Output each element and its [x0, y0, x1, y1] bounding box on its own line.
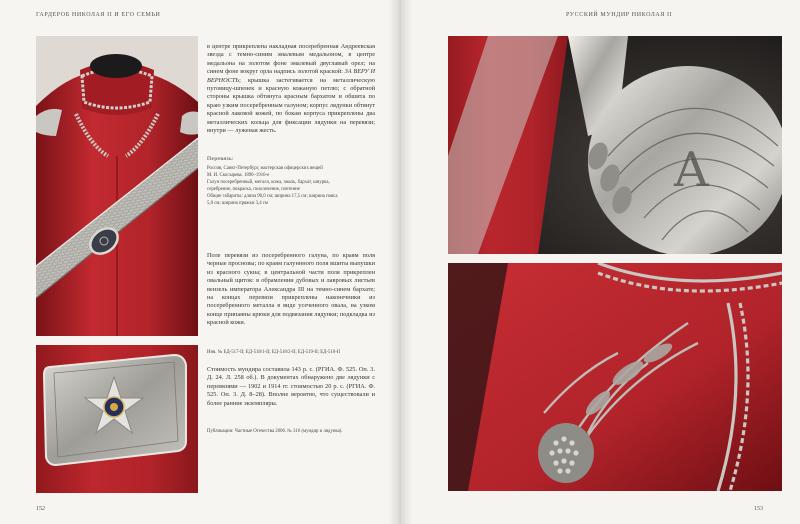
- uniform-photo: [36, 36, 198, 336]
- spec-heading: Перевязь:: [207, 156, 234, 162]
- motto-text: ЗА ВЕРУ И ВЕРНОСТЬ: [207, 68, 375, 84]
- spec-line: 5,0 см; ширина пряжки 3,4 см: [207, 201, 268, 206]
- description-text: [207, 43, 375, 135]
- sabre-hilt-photo: [448, 36, 782, 254]
- publication-note: Публикации: Частные Отечества 2006. № 316 (мундир и лядунка).: [207, 429, 343, 434]
- running-head-left: ГАРДЕРОБ НИКОЛАЯ II И ЕГО СЕМЬИ: [36, 12, 161, 18]
- spec-line: Галун посеребренный, металл, кожа, эмаль, бархат, шнурка,: [207, 180, 330, 185]
- book-gutter: [388, 0, 412, 524]
- embroidery-photo: [448, 263, 782, 491]
- description-part-1: в центре прикреплена накладная посеребренная Андреевская звезда с темно-синим эмалевым медальоном, в центре медальона на золотом фоне эмалевый двуглавый орел; на синем фоне вокруг орла надпись золотой краской:: [207, 43, 375, 76]
- page-number-left: 152: [36, 506, 45, 512]
- description-part-2: ; крышка застегивается на металлическую пуговицу-шпенек и красную кожаную петлю; с обратной стороны крышка обтянута красным бархатом и обшита по краю узким посеребренным галуном; корпус лядунки обтянут красной лаковой кожей, по бокам корпуса прикреплены два металлических кольца для фиксации лядунки на перевязи; внутри — луженая жесть.: [207, 76, 375, 135]
- spec-line: Россия, Санкт-Петербург, мастерская офицерских вещей: [207, 166, 323, 171]
- belt-paragraph: Поле перевязи из посеребренного галуна, по краям поля черные просновы; по краям галуннного поля вшиты выпушки из красного сукна; в центральной части поля прикреплен овальный щиток: в обрамлении дубовых и лавровых листьев вензель императора Александра III на темно-синем бархате; на концах перевязи прикреплены наконечники из посеребренного металла в виде усеченного овала, на узком конце припаяны крюки для подвязания лядунки; подкладка из красной кожи.: [207, 252, 375, 327]
- spec-line: серебрение, покраска, позолочение, плетение: [207, 187, 300, 192]
- spec-line: Общие габариты: длина 90,0 см; ширина 17,5 см; ширина пояса: [207, 194, 338, 199]
- inventory-numbers: Инв. № ЕД-517-II; ЕД-518/1-II; ЕД-518/2-II; ЕД-519-II; ЕД-510-II: [207, 350, 340, 355]
- svg-text:A: A: [674, 142, 709, 198]
- pouch-photo: [36, 345, 198, 493]
- belt-description: [207, 252, 375, 328]
- belt-spec: [207, 156, 375, 207]
- page-number-right: 153: [754, 506, 763, 512]
- cost-paragraph: [207, 366, 375, 408]
- spec-line: М. И. Скосырева. 1890–1910-е: [207, 173, 270, 178]
- running-head-right: РУССКИЙ МУНДИР НИКОЛАЯ II: [566, 12, 673, 18]
- cost-text: Стоимость мундира составила 143 р. с. (РГИА. Ф. 525. Оп. 3. Д. 24. Л. 258 об.). В документах обнаружено две лядунки с перевязями — 1902 и 1914 гг. стоимостью 20 р. с. (РГИА. Ф. 525. Оп. 3. Д. 8–28). Вполне вероятно, что существовали и более ранние экземпляры.: [207, 366, 375, 407]
